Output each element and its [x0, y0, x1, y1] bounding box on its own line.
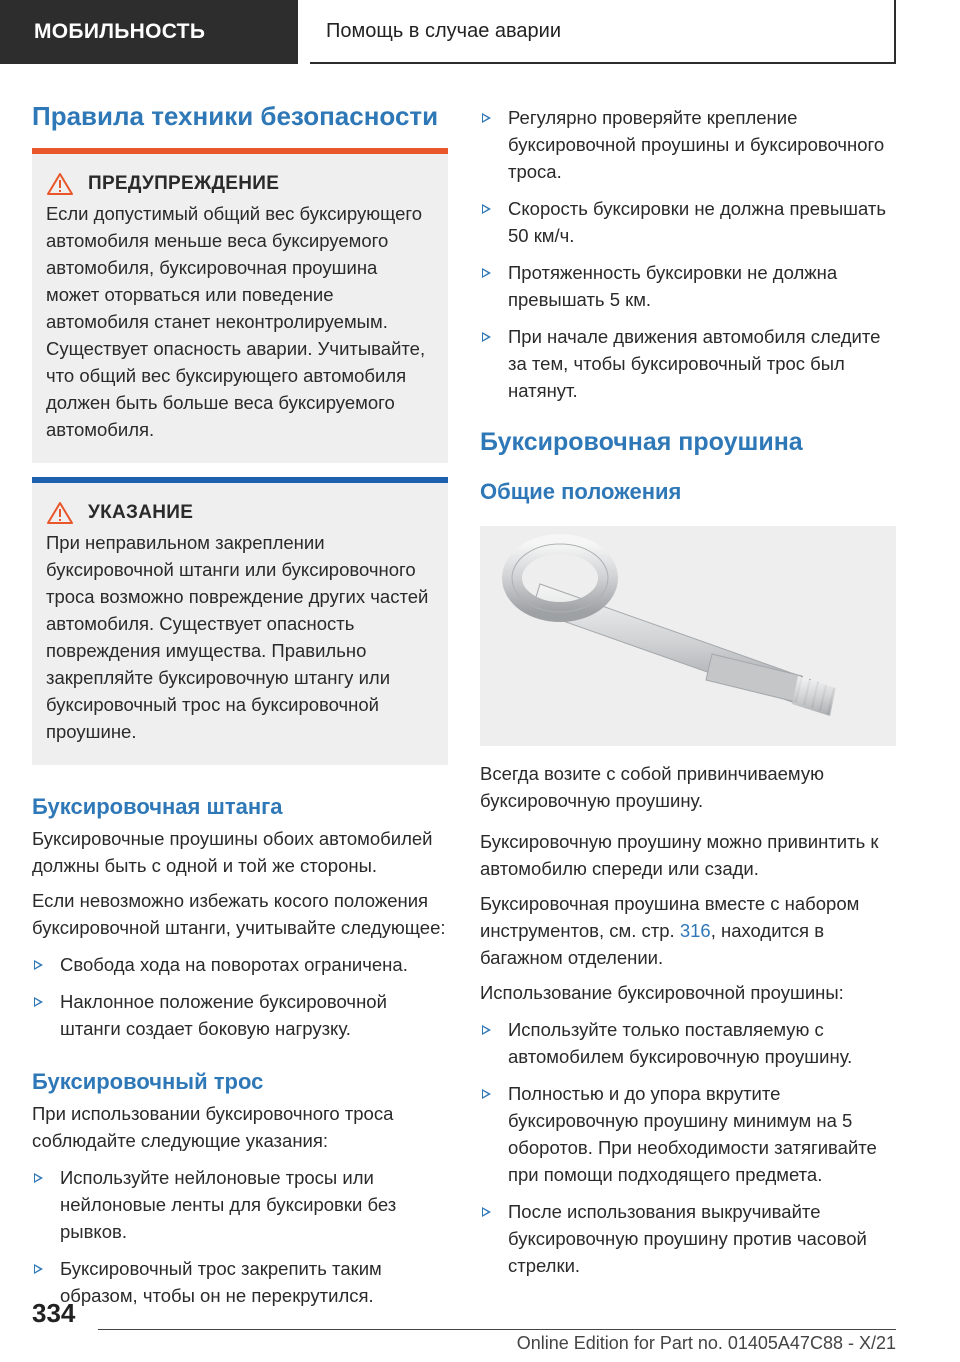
general-subheading: Общие положения	[480, 479, 682, 504]
notice-label: УКАЗАНИЕ	[88, 502, 194, 523]
list-item: Свобода хода на поворотах ограничена.	[32, 951, 448, 978]
tow-eye-p4: Использование буксировочной проушины:	[480, 982, 844, 1003]
warning-triangle-icon	[46, 172, 74, 196]
list-item: Используйте нейлоновые тросы или нейлоновые ленты для буксировки без рывков.	[32, 1164, 448, 1245]
bullet-triangle-icon	[482, 204, 491, 214]
page-number: 334	[32, 1298, 76, 1328]
bullet-triangle-icon	[482, 113, 491, 123]
bullet-triangle-icon	[482, 1207, 491, 1217]
footer-edition: Online Edition for Part no. 01405A47C88 - X/21	[516, 1333, 896, 1353]
list-item: При начале движения автомобиля следите за тем, чтобы буксировочный трос был натянут.	[480, 323, 896, 404]
list-item: Наклонное положение буксировочной штанги создает боковую нагрузку.	[32, 988, 448, 1042]
tow-eye-heading: Буксировочная проушина	[480, 428, 803, 456]
right-column	[480, 104, 896, 1289]
footer-divider	[98, 1329, 896, 1330]
list-item: После использования выкручивайте буксировочную проушину против часовой стрелки.	[480, 1198, 896, 1279]
list-item: Используйте только поставляемую с автомобилем буксировочную проушину.	[480, 1016, 896, 1070]
list-item: Полностью и до упора вкрутите буксировочную проушину минимум на 5 оборотов. При необходимости затягивайте при помощи подходящего предмета.	[480, 1080, 896, 1188]
bullet-triangle-icon	[482, 268, 491, 278]
page-link[interactable]: 316	[679, 920, 711, 941]
left-column	[32, 96, 448, 1319]
section-title: МОБИЛЬНОСТЬ	[34, 20, 206, 43]
tow-bar-p1: Буксировочные проушины обоих автомобилей должны быть с одной и той же стороны.	[32, 828, 433, 876]
tow-eye-p3: Буксировочная проушина вместе с набором инструментов, см. стр. 316, находится в багажном отделении.	[480, 893, 860, 968]
tow-bar-list	[32, 951, 448, 1042]
chapter-header	[310, 0, 896, 64]
bullet-triangle-icon	[482, 1089, 491, 1099]
tow-rope-list-cont	[480, 104, 896, 404]
tow-eye-p2: Буксировочную проушину можно привинтить к автомобилю спереди или сзади.	[480, 831, 879, 879]
tow-rope-p1: При использовании буксировочного троса соблюдайте следующие указания:	[32, 1103, 394, 1151]
tow-rope-list	[32, 1164, 448, 1309]
safety-title: Правила техники безопасности	[32, 101, 439, 131]
tow-eye-list	[480, 1016, 896, 1279]
warning-label: ПРЕДУПРЕЖДЕНИЕ	[88, 173, 280, 194]
warning-text: Если допустимый общий вес буксирующего автомобиля меньше веса буксируемого автомобиля, буксировочная проушина может оторваться или поведение автомобиля станет неконтролируемым. Существует опасность аварии. Учитывайте, что общий вес буксирующего автомобиля должен быть больше веса буксируемого автомобиля.	[46, 203, 426, 440]
list-item: Регулярно проверяйте крепление буксировочной проушины и буксировочного троса.	[480, 104, 896, 185]
bullet-triangle-icon	[34, 960, 43, 970]
list-item: Скорость буксировки не должна превышать 50 км/ч.	[480, 195, 896, 249]
notice-triangle-icon	[46, 501, 74, 525]
tow-eye-icon	[480, 526, 896, 746]
chapter-title: Помощь в случае аварии	[326, 19, 561, 42]
tow-eye-illustration	[480, 526, 896, 746]
tow-bar-heading: Буксировочная штанга	[32, 794, 283, 819]
list-item: Буксировочный трос закрепить таким образом, чтобы он не перекрутился.	[32, 1255, 448, 1309]
section-tab	[0, 0, 298, 64]
notice-text: При неправильном закреплении буксировочной штанги или буксировочного троса возможно повреждение других частей автомобиля. Существует опасность повреждения имущества. Правильно закрепляйте буксировочную штангу или буксировочный трос на буксировочной проушине.	[46, 532, 429, 742]
bullet-triangle-icon	[34, 997, 43, 1007]
bullet-triangle-icon	[482, 1025, 491, 1035]
tow-bar-p2: Если невозможно избежать косого положения буксировочной штанги, учитывайте следующее:	[32, 890, 446, 938]
warning-box	[32, 154, 448, 463]
notice-box	[32, 483, 448, 765]
tow-eye-p1: Всегда возите с собой привинчиваемую буксировочную проушину.	[480, 763, 824, 811]
list-item: Протяженность буксировки не должна превышать 5 км.	[480, 259, 896, 313]
bullet-triangle-icon	[34, 1264, 43, 1274]
tow-rope-heading: Буксировочный трос	[32, 1069, 264, 1094]
bullet-triangle-icon	[34, 1173, 43, 1183]
bullet-triangle-icon	[482, 332, 491, 342]
